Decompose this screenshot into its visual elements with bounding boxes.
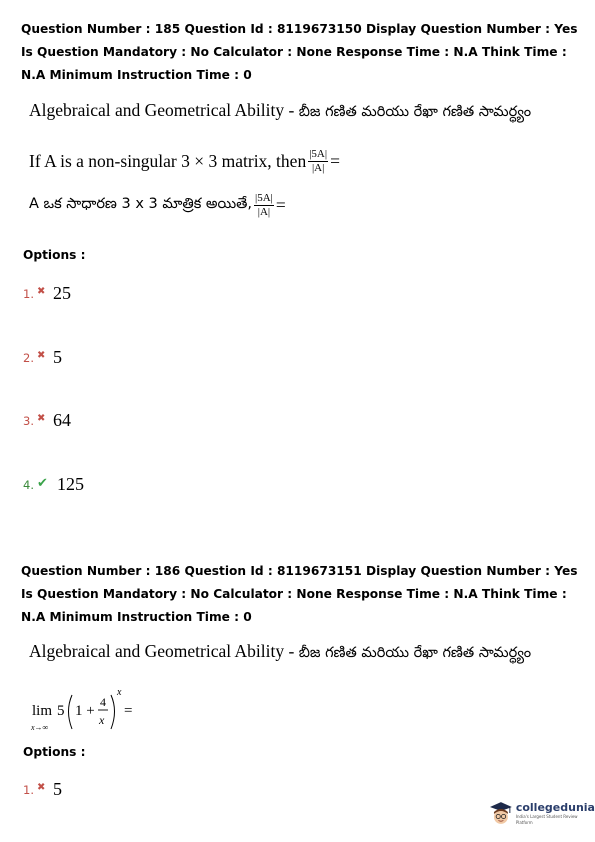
left-paren [69, 695, 73, 729]
option-number: 1. [23, 286, 34, 301]
question-telugu-text: A ఒక సాధారణ 3 x 3 మాత్రిక అయితే, [29, 195, 253, 212]
question-185-telugu [29, 192, 286, 219]
option-value: 5 [53, 779, 62, 799]
inner-denominator: x [99, 713, 105, 727]
option-185-2[interactable] [23, 347, 62, 368]
cross-icon: ✖ [37, 413, 46, 424]
exponent: x [117, 687, 122, 698]
option-value: 64 [53, 410, 71, 430]
equals-sign: = [124, 703, 133, 719]
one-plus: 1 + [75, 703, 95, 719]
graduate-avatar-icon [489, 801, 513, 827]
cross-icon: ✖ [37, 286, 46, 297]
cross-icon: ✖ [37, 782, 46, 793]
subject-telugu: బీజ గణిత మరియు రేఖా గణిత సామర్ధ్యం [298, 104, 532, 120]
collegedunia-logo[interactable] [489, 801, 595, 827]
brand-tagline: India's Largest Student Review Platform [515, 814, 578, 825]
equals-sign: = [275, 195, 286, 215]
coefficient: 5 [57, 703, 65, 719]
subject-english: Algebraical and Geometrical Ability - [29, 641, 299, 661]
option-value: 5 [53, 347, 62, 367]
check-icon: ✔ [37, 476, 48, 491]
lim-subscript: x→∞ [31, 723, 49, 732]
option-value: 125 [57, 474, 84, 494]
fraction-denominator: |A| [311, 162, 325, 174]
question-186-subject [29, 641, 531, 665]
option-number: 2. [23, 350, 34, 365]
right-paren [111, 695, 115, 729]
equals-sign: = [330, 151, 340, 171]
subject-english: Algebraical and Geometrical Ability - [29, 100, 299, 120]
limit-expression [30, 683, 150, 739]
subject-telugu: బీజ గణిత మరియు రేఖా గణిత సామర్ధ్యం [298, 645, 532, 661]
option-value: 25 [53, 283, 71, 303]
option-number: 4. [23, 477, 34, 492]
option-number: 1. [23, 782, 34, 797]
lim-text: lim [32, 703, 53, 719]
question-185-subject [29, 100, 531, 124]
question-185-english [29, 148, 340, 175]
question-english-text: If A is a non-singular 3 × 3 matrix, then [29, 151, 307, 171]
fraction-denominator: |A| [257, 206, 271, 218]
options-label-186: Options : [23, 745, 86, 759]
options-label-185: Options : [23, 248, 86, 262]
option-185-4[interactable] [23, 474, 84, 495]
option-185-1[interactable] [23, 283, 71, 304]
option-186-1[interactable] [23, 779, 62, 800]
inner-numerator: 4 [100, 695, 106, 709]
fraction-5a-over-a-telugu [254, 192, 274, 219]
fraction-numerator: |5A| [309, 148, 328, 160]
cross-icon: ✖ [37, 350, 46, 361]
fraction-5a-over-a [308, 148, 328, 175]
brand-name: collegedunia [515, 801, 595, 814]
question-186-meta: Question Number : 186 Question Id : 8119673151 Display Question Number : Yes Is Question Mandatory : No Calculator : None Response Time : N.A Think Time : N.A Minimum Instruction Time : 0 [21, 564, 578, 624]
question-185-meta: Question Number : 185 Question Id : 8119673150 Display Question Number : Yes Is Question Mandatory : No Calculator : None Response Time : N.A Think Time : N.A Minimum Instruction Time : 0 [21, 22, 578, 82]
option-number: 3. [23, 413, 34, 428]
option-185-3[interactable] [23, 410, 71, 431]
fraction-numerator: |5A| [255, 192, 273, 204]
